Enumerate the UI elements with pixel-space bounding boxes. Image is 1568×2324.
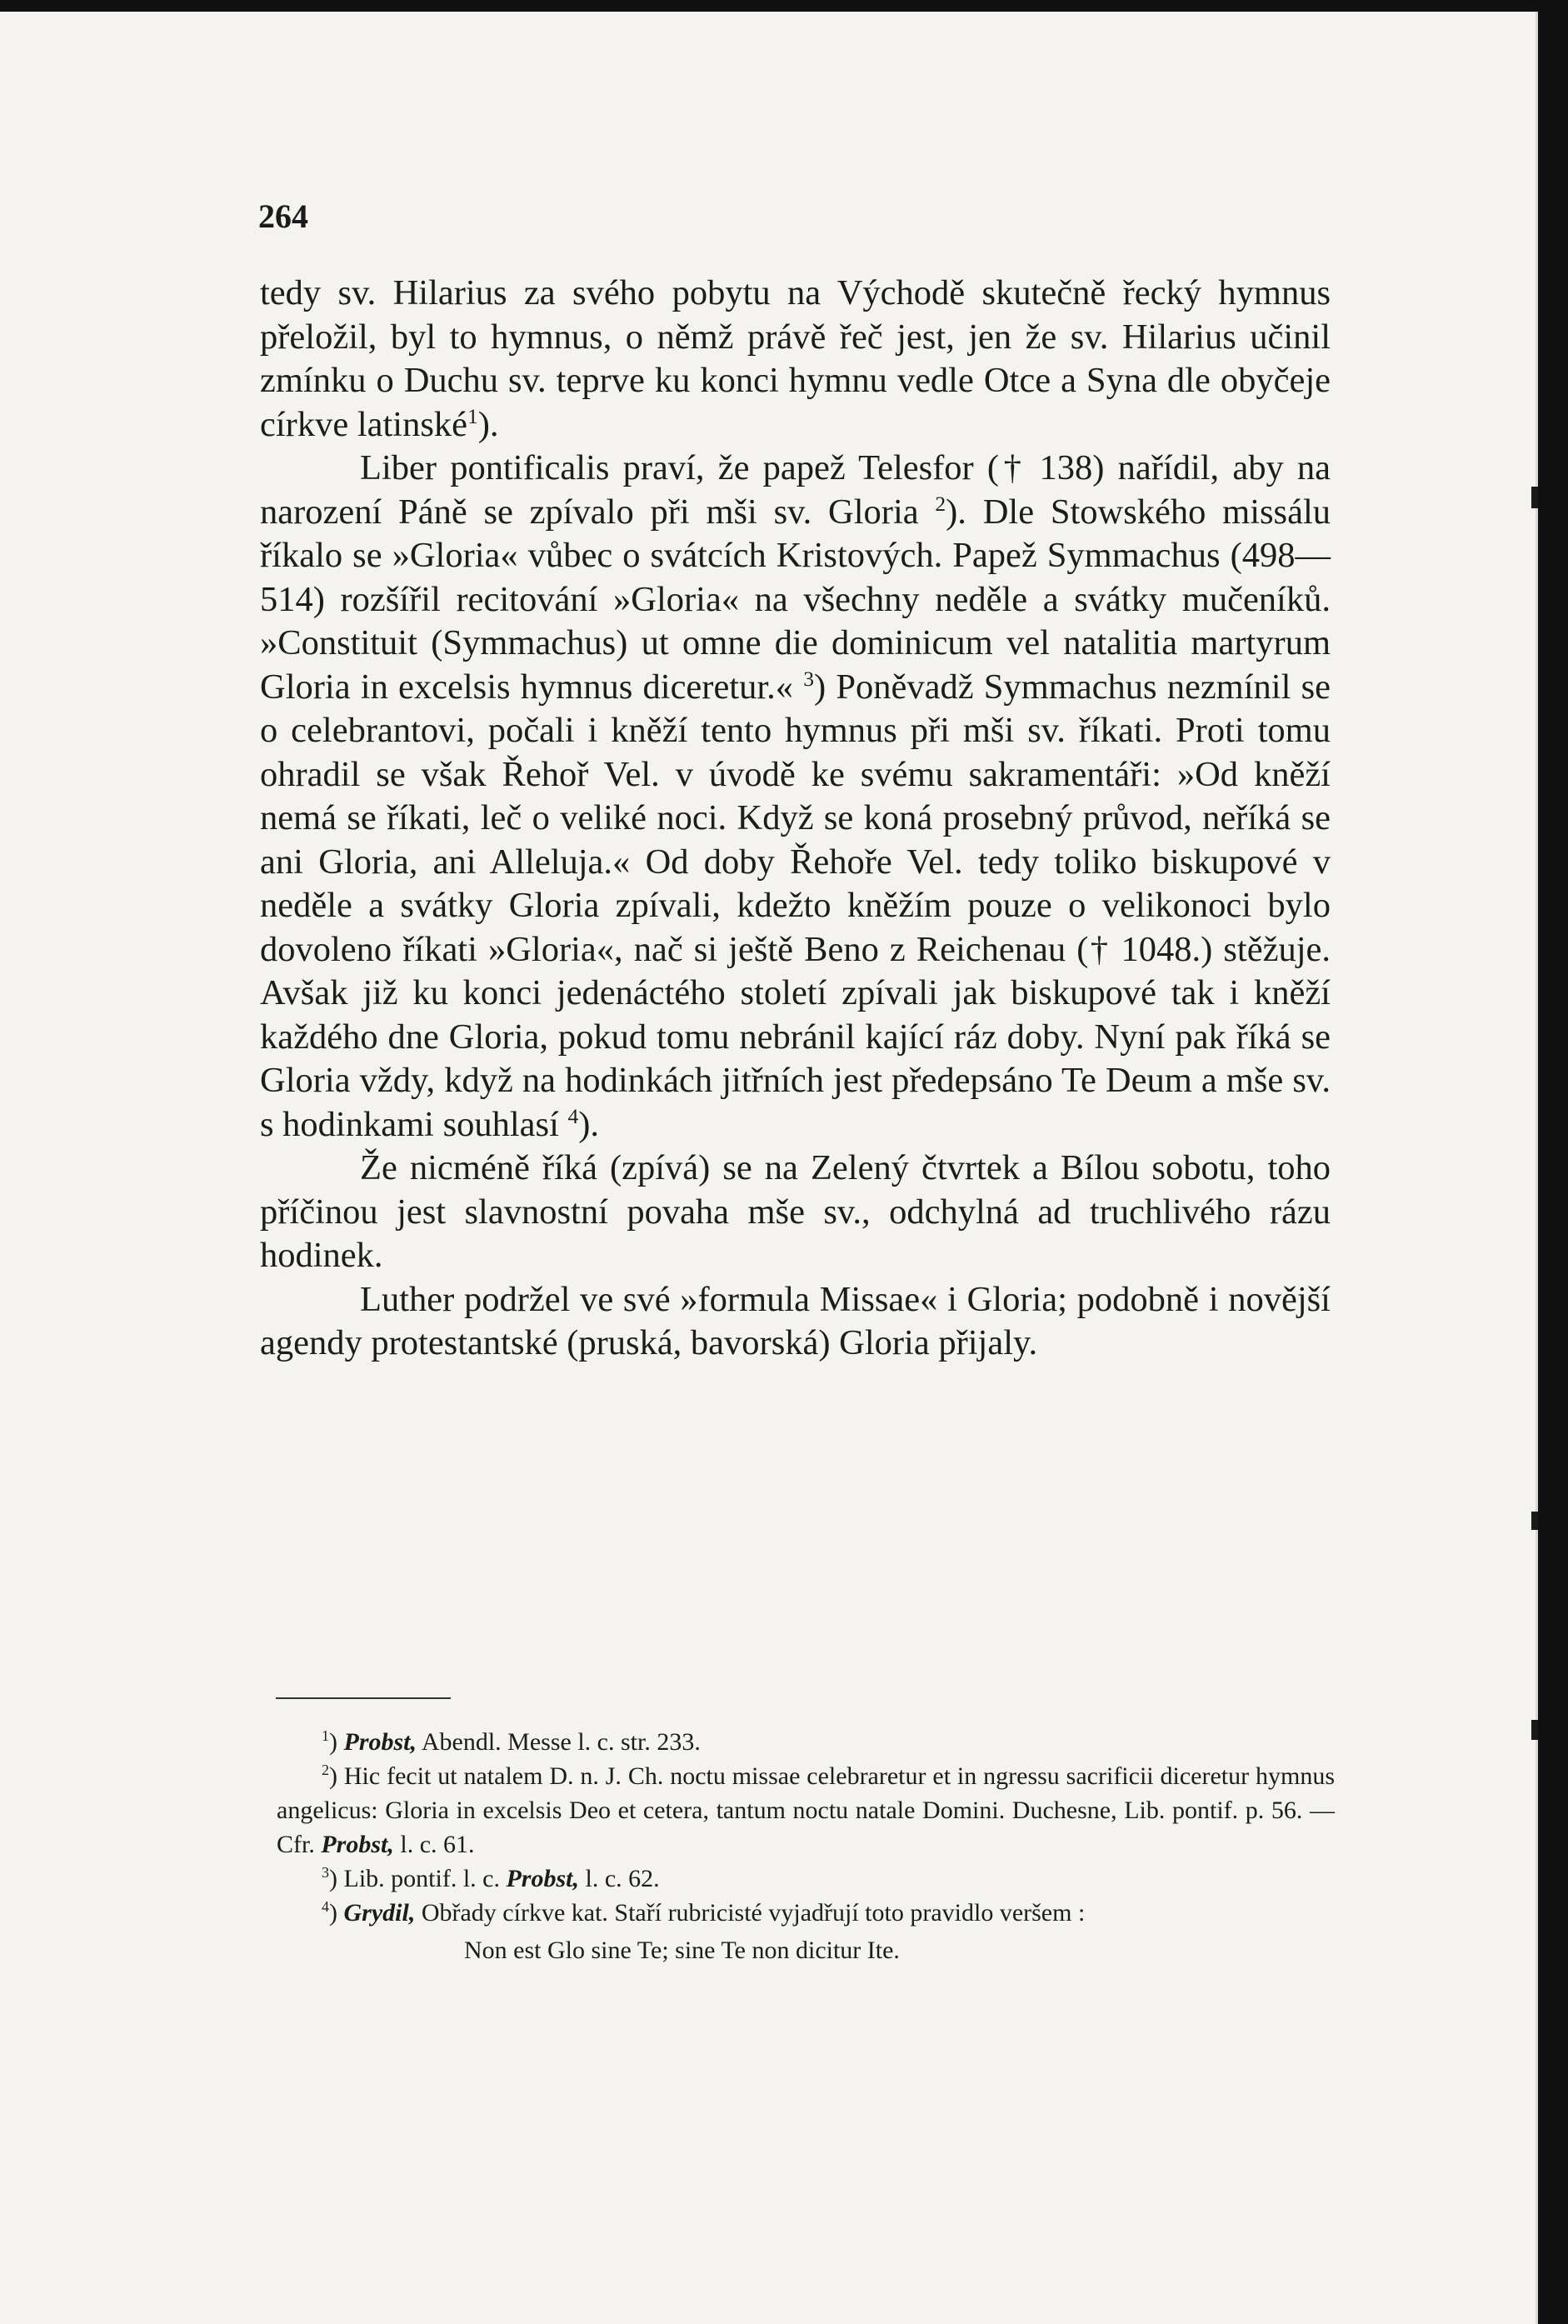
paragraph: Luther podržel ve své »formula Missae« i Gloria; podobně i novější agendy protestantské (pruská, bavorská) Gloria přijaly.	[260, 1279, 1331, 1362]
paragraph-text: ). Dle Stowského missálu říkalo se »Gloria« vůbec o svátcích Kristových. Papež Symmachus (498—514) rozšířil recitování »Gloria« na všechny neděle a svátky mučeníků. »Constituit (Symmachus) ut omne die dominicum vel natalitia martyrum Gloria in excelsis hymnus diceretur.«	[260, 492, 1331, 707]
footnote-author: Probst,	[343, 1728, 417, 1756]
footnote-mark: 2	[322, 1762, 329, 1778]
footnote-2: $^2$) Hic fecit ut natalem D. n. J. Ch. noctu missae celebraretur et in ngressu sacrificii diceretur hymnus angelicus: Gloria in excelsis Deo et cetera, tantum noctu natale Domini. Duchesne, Lib. pontif. p. 56. — Cfr. Probst, l. c. 61.	[277, 1762, 1336, 1858]
footnote-4: $^4$) Grydil, Obřady církve kat. Staří rubricisté vyjadřují toto pravidlo veršem :	[322, 1898, 1086, 1927]
footnote-author: Probst,	[321, 1831, 394, 1858]
scan-blemish	[1531, 1512, 1538, 1530]
scan-blemish	[1531, 487, 1538, 508]
scan-blemish	[1531, 1720, 1538, 1740]
paragraph-text: ).	[477, 404, 499, 444]
footnote-mark: 4	[322, 1898, 329, 1915]
paragraph-text: tedy sv. Hilarius za svého pobytu na Východě skutečně řecký hymnus přeložil, byl to hymnus, o němž právě řeč jest, jen že sv. Hilarius učinil zmínku o Duchu sv. teprve ku konci hymnu vedle Otce a Syna dle obyčeje církve latinské	[260, 273, 1331, 444]
footnote-divider	[276, 1697, 451, 1699]
footnote-verse: Non est Glo sine Te; sine Te non dicitur Ite.	[464, 1937, 900, 1964]
footnote-3: $^3$) Lib. pontif. l. c. Probst, l. c. 62.	[322, 1864, 660, 1892]
main-text	[260, 272, 1331, 1366]
footnote-text: l. c. 61.	[393, 1831, 475, 1858]
footnote-text: Hic fecit ut natalem D. n. J. Ch. noctu missae celebraretur et in ngressu sacrificii diceretur hymnus angelicus: Gloria in excelsis Deo et cetera, tantum noctu natale Domini. Duchesne, Lib. pontif. p. 56. — Cfr.	[277, 1762, 1336, 1858]
footnote-text: Abendl. Messe l. c. str. 233.	[417, 1728, 701, 1756]
paragraph	[260, 447, 1331, 1147]
footnote-mark: 3	[322, 1864, 329, 1881]
footnote-ref: 4	[567, 1103, 579, 1128]
footnote-ref: 1	[467, 403, 478, 428]
footnote-author: Probst,	[506, 1865, 579, 1892]
footnote-1: $^1$) Probst, Abendl. Messe l. c. str. 233.	[322, 1727, 701, 1756]
footnotes	[277, 1725, 1335, 1967]
footnote-text: Lib. pontif. l. c.	[343, 1865, 500, 1892]
paragraph-text: Liber pontificalis praví, že papež Telesfor († 138) nařídil, aby na narození Páně se zpívalo při mši sv. Gloria	[260, 448, 1331, 532]
paragraph-text: ).	[578, 1104, 600, 1144]
footnote-mark: 1	[322, 1727, 329, 1744]
paragraph	[260, 272, 1331, 447]
paragraph: Že nicméně říká (zpívá) se na Zelený čtvrtek a Bílou sobotu, toho příčinou jest slavnostní povaha mše sv., odchylná ad truchlivého rázu hodinek.	[260, 1148, 1331, 1275]
scan-top-edge	[0, 0, 1568, 12]
footnote-text: l. c. 62.	[579, 1865, 660, 1892]
footnote-author: Grydil,	[343, 1899, 416, 1927]
page-number: 264	[258, 197, 308, 235]
footnote-ref: 2	[935, 491, 946, 516]
scan-right-edge	[1538, 0, 1568, 2324]
footnote-ref: 3	[803, 666, 814, 691]
paragraph-text: ) Poněvadž Symmachus nezmínil se o celebrantovi, počali i kněží tento hymnus při mši sv. říkati. Proti tomu ohradil se však Řehoř Vel. v úvodě ke svému sakramentáři: »Od kněží nemá se říkati, leč o veliké noci. Když se koná prosebný průvod, neříká se ani Gloria, ani Alleluja.« Od doby Řehoře Vel. tedy toliko biskupové v neděle a svátky Gloria zpívali, kdežto kněžím pouze o velikonoci bylo dovoleno říkati »Gloria«, nač si ještě Beno z Reichenau († 1048.) stěžuje. Avšak již ku konci jedenáctého století zpívali jak biskupové tak i kněží každého dne Gloria, pokud tomu nebránil kající ráz doby. Nyní pak říká se Gloria vždy, když na hodinkách jitřních jest předepsáno Te Deum a mše sv. s hodinkami souhlasí	[260, 667, 1331, 1144]
footnote-text: Obřady církve kat. Staří rubricisté vyjadřují toto pravidlo veršem :	[415, 1899, 1086, 1927]
